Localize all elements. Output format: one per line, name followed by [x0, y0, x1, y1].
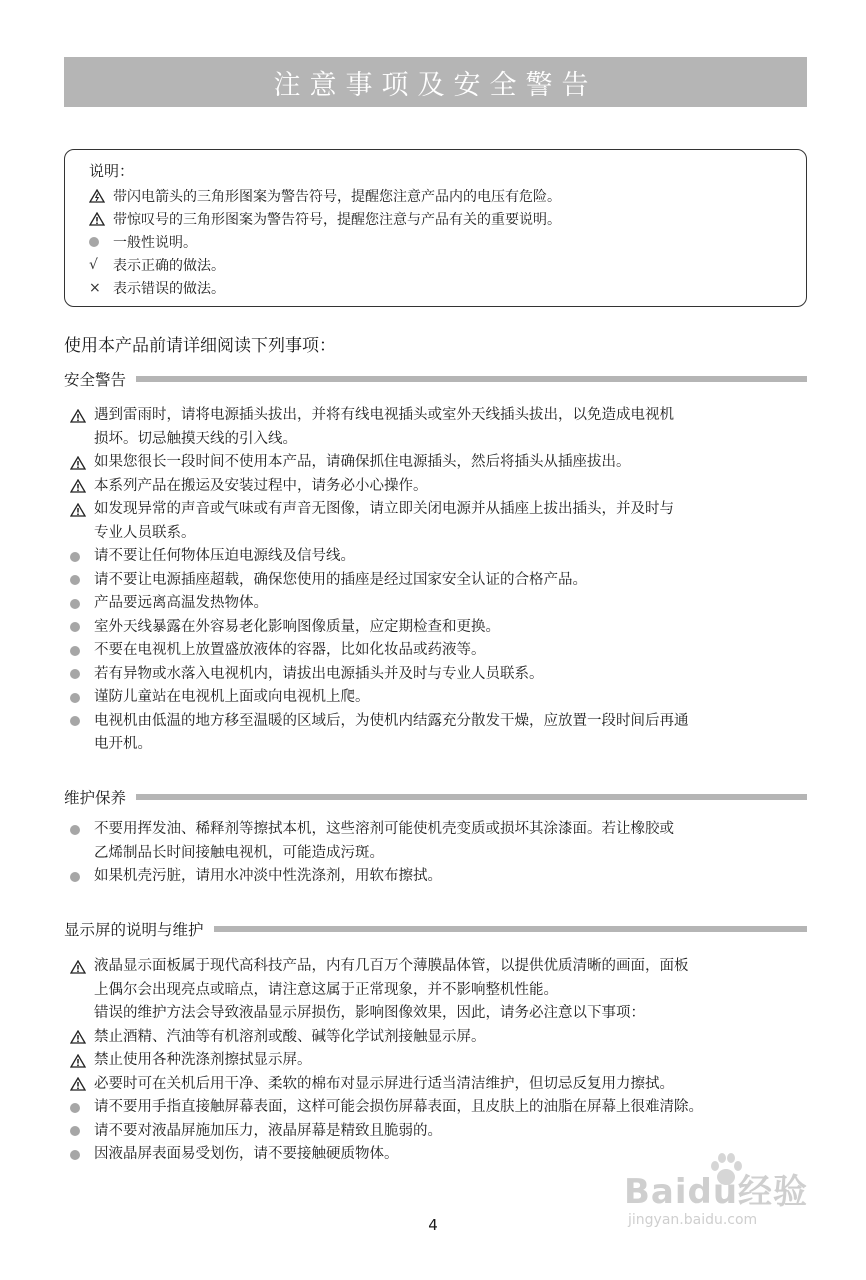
legend-heading: 说明： — [89, 162, 135, 180]
list-item — [70, 569, 810, 593]
item-text — [94, 451, 631, 475]
legend-text: 表示错误的做法。 — [113, 280, 225, 297]
list-item — [70, 818, 810, 865]
list-item — [70, 404, 810, 451]
item-text — [94, 616, 500, 640]
blank-indent — [70, 1002, 94, 1026]
item-text — [94, 955, 689, 1002]
bullet-dot-icon — [70, 865, 94, 889]
item-line-continued: 专业人员联系。 — [94, 524, 196, 541]
legend-box — [64, 149, 807, 307]
section-rule — [136, 376, 807, 382]
item-line: 不要在电视机上放置盛放液体的容器，比如化妆品或药液等。 — [94, 642, 486, 658]
warning-triangle-icon — [70, 1073, 94, 1097]
section-items-maintenance — [70, 818, 810, 889]
bullet-dot-icon — [70, 663, 94, 687]
bullet-dot-icon — [70, 545, 94, 569]
item-text — [94, 663, 544, 687]
item-text — [94, 1073, 674, 1097]
item-text — [94, 1026, 486, 1050]
item-line: 谨防儿童站在电视机上面或向电视机上爬。 — [94, 689, 370, 705]
section-items-display — [70, 955, 810, 1167]
section-heading-maintenance — [64, 785, 807, 809]
bullet-dot-icon — [70, 818, 94, 842]
item-text — [94, 545, 355, 569]
list-item — [70, 498, 810, 545]
item-text — [94, 1002, 645, 1026]
list-item — [70, 865, 810, 889]
item-text — [94, 818, 674, 865]
warning-triangle-icon — [70, 1026, 94, 1050]
legend-text: 带惊叹号的三角形图案为警告符号，提醒您注意与产品有关的重要说明。 — [113, 211, 561, 228]
item-line: 本系列产品在搬运及安装过程中，请务必小心操作。 — [94, 477, 428, 494]
item-line: 如果您很长一段时间不使用本产品，请确保抓住电源插头，然后将插头从插座拔出。 — [94, 454, 631, 470]
bullet-dot-icon — [70, 592, 94, 616]
item-line: 请不要让任何物体压迫电源线及信号线。 — [94, 548, 355, 564]
warning-triangle-icon — [70, 1049, 94, 1073]
page-title: 注意事项及安全警告 — [64, 57, 807, 107]
bullet-dot-icon — [70, 1143, 94, 1167]
legend-item — [89, 207, 806, 230]
section-heading-safety — [64, 367, 807, 391]
bullet-dot-icon — [70, 616, 94, 640]
section-heading-display — [64, 917, 807, 941]
item-line-continued: 乙烯制品长时间接触电视机，可能造成污斑。 — [94, 844, 384, 861]
item-text — [94, 1096, 703, 1120]
list-item — [70, 686, 810, 710]
item-text — [94, 569, 587, 593]
item-text — [94, 865, 442, 889]
bullet-dot-icon — [89, 237, 113, 247]
legend-item — [89, 276, 806, 299]
legend-text: 一般性说明。 — [113, 234, 197, 251]
section-title: 维护保养 — [64, 789, 127, 807]
warning-triangle-icon — [70, 498, 94, 522]
list-item — [70, 710, 810, 757]
item-text — [94, 1120, 442, 1144]
warning-triangle-icon — [70, 451, 94, 475]
list-item — [70, 592, 810, 616]
bullet-dot-icon — [70, 710, 94, 734]
legend-item — [89, 230, 806, 253]
legend-item — [89, 253, 806, 276]
item-line: 因液晶屏表面易受划伤，请不要接触硬质物体。 — [94, 1146, 399, 1162]
watermark — [610, 1150, 810, 1240]
item-line: 遇到雷雨时，请将电源插头拔出，并将有线电视插头或室外天线插头拔出，以免造成电视机 — [94, 407, 674, 423]
item-line: 请不要对液晶屏施加压力，液晶屏幕是精致且脆弱的。 — [94, 1122, 442, 1139]
list-item — [70, 545, 810, 569]
bullet-dot-icon — [70, 1096, 94, 1120]
watermark-logo: Baidu经验 — [624, 1172, 809, 1212]
item-text — [94, 404, 674, 451]
item-line: 不要用挥发油、稀释剂等擦拭本机，这些溶剂可能使机壳变质或损坏其涂漆面。若让橡胶或 — [94, 821, 674, 837]
warning-exclamation-triangle-icon — [89, 212, 113, 226]
item-line: 请不要用手指直接触屏幕表面，这样可能会损伤屏幕表面，且皮肤上的油脂在屏幕上很难清除。 — [94, 1099, 703, 1115]
list-item — [70, 475, 810, 499]
item-line-continued: 上偶尔会出现亮点或暗点，请注意这属于正常现象，并不影响整机性能。 — [94, 981, 558, 998]
item-line: 室外天线暴露在外容易老化影响图像质量，应定期检查和更换。 — [94, 618, 500, 635]
warning-triangle-icon — [70, 955, 94, 979]
warning-lightning-triangle-icon — [89, 189, 113, 203]
list-item — [70, 1096, 810, 1120]
item-text — [94, 475, 428, 499]
item-text — [94, 686, 370, 710]
item-line-continued: 损坏。切忌触摸天线的引入线。 — [94, 430, 297, 447]
item-line: 电视机由低温的地方移至温暖的区域后，为使机内结露充分散发干燥，应放置一段时间后再通 — [94, 712, 689, 729]
item-text — [94, 1049, 312, 1073]
list-item — [70, 1073, 810, 1097]
section-rule — [214, 926, 807, 932]
list-item — [70, 616, 810, 640]
item-text — [94, 498, 674, 545]
item-line: 请不要让电源插座超载，确保您使用的插座是经过国家安全认证的合格产品。 — [94, 571, 587, 588]
item-line: 禁止酒精、汽油等有机溶剂或酸、碱等化学试剂接触显示屏。 — [94, 1028, 486, 1045]
item-line: 必要时可在关机后用干净、柔软的棉布对显示屏进行适当清洁维护，但切忌反复用力擦拭。 — [94, 1075, 674, 1092]
item-text — [94, 592, 268, 616]
intro-text: 使用本产品前请详细阅读下列事项： — [64, 336, 336, 356]
warning-triangle-icon — [70, 404, 94, 428]
legend-text: 带闪电箭头的三角形图案为警告符号，提醒您注意产品内的电压有危险。 — [113, 188, 561, 205]
list-item — [70, 1120, 810, 1144]
section-title: 安全警告 — [64, 371, 127, 389]
bullet-dot-icon — [70, 569, 94, 593]
section-title: 显示屏的说明与维护 — [64, 921, 204, 939]
page-number: 4 — [428, 1216, 438, 1234]
bullet-dot-icon — [70, 639, 94, 663]
cross-mark-icon: × — [89, 279, 101, 296]
list-item — [70, 1026, 810, 1050]
list-item — [70, 663, 810, 687]
watermark-url: jingyan.baidu.com — [628, 1212, 758, 1228]
item-line: 液晶显示面板属于现代高科技产品，内有几百万个薄膜晶体管，以提供优质清晰的画面，面板 — [94, 958, 689, 974]
section-items-safety — [70, 404, 810, 757]
item-text — [94, 710, 689, 757]
item-line: 如果机壳污脏，请用水冲淡中性洗涤剂，用软布擦拭。 — [94, 868, 442, 884]
item-line: 禁止使用各种洗涤剂擦拭显示屏。 — [94, 1052, 312, 1068]
legend-item — [89, 184, 806, 207]
item-line: 错误的维护方法会导致液晶显示屏损伤，影响图像效果，因此，请务必注意以下事项： — [94, 1005, 645, 1021]
bullet-dot-icon — [70, 1120, 94, 1144]
item-line: 产品要远离高温发热物体。 — [94, 595, 268, 611]
item-text — [94, 639, 486, 663]
item-line: 如发现异常的声音或气味或有声音无图像，请立即关闭电源并从插座上拔出插头，并及时与 — [94, 501, 674, 517]
bullet-dot-icon — [70, 686, 94, 710]
item-text — [94, 1143, 399, 1167]
check-mark-icon: √ — [89, 256, 98, 273]
section-rule — [136, 794, 807, 800]
warning-triangle-icon — [70, 475, 94, 499]
list-item — [70, 955, 810, 1002]
list-item — [70, 1002, 810, 1026]
item-line: 若有异物或水落入电视机内，请拔出电源插头并及时与专业人员联系。 — [94, 665, 544, 682]
legend-text: 表示正确的做法。 — [113, 257, 225, 274]
list-item — [70, 1049, 810, 1073]
list-item — [70, 451, 810, 475]
list-item — [70, 639, 810, 663]
item-line-continued: 电开机。 — [94, 736, 152, 752]
